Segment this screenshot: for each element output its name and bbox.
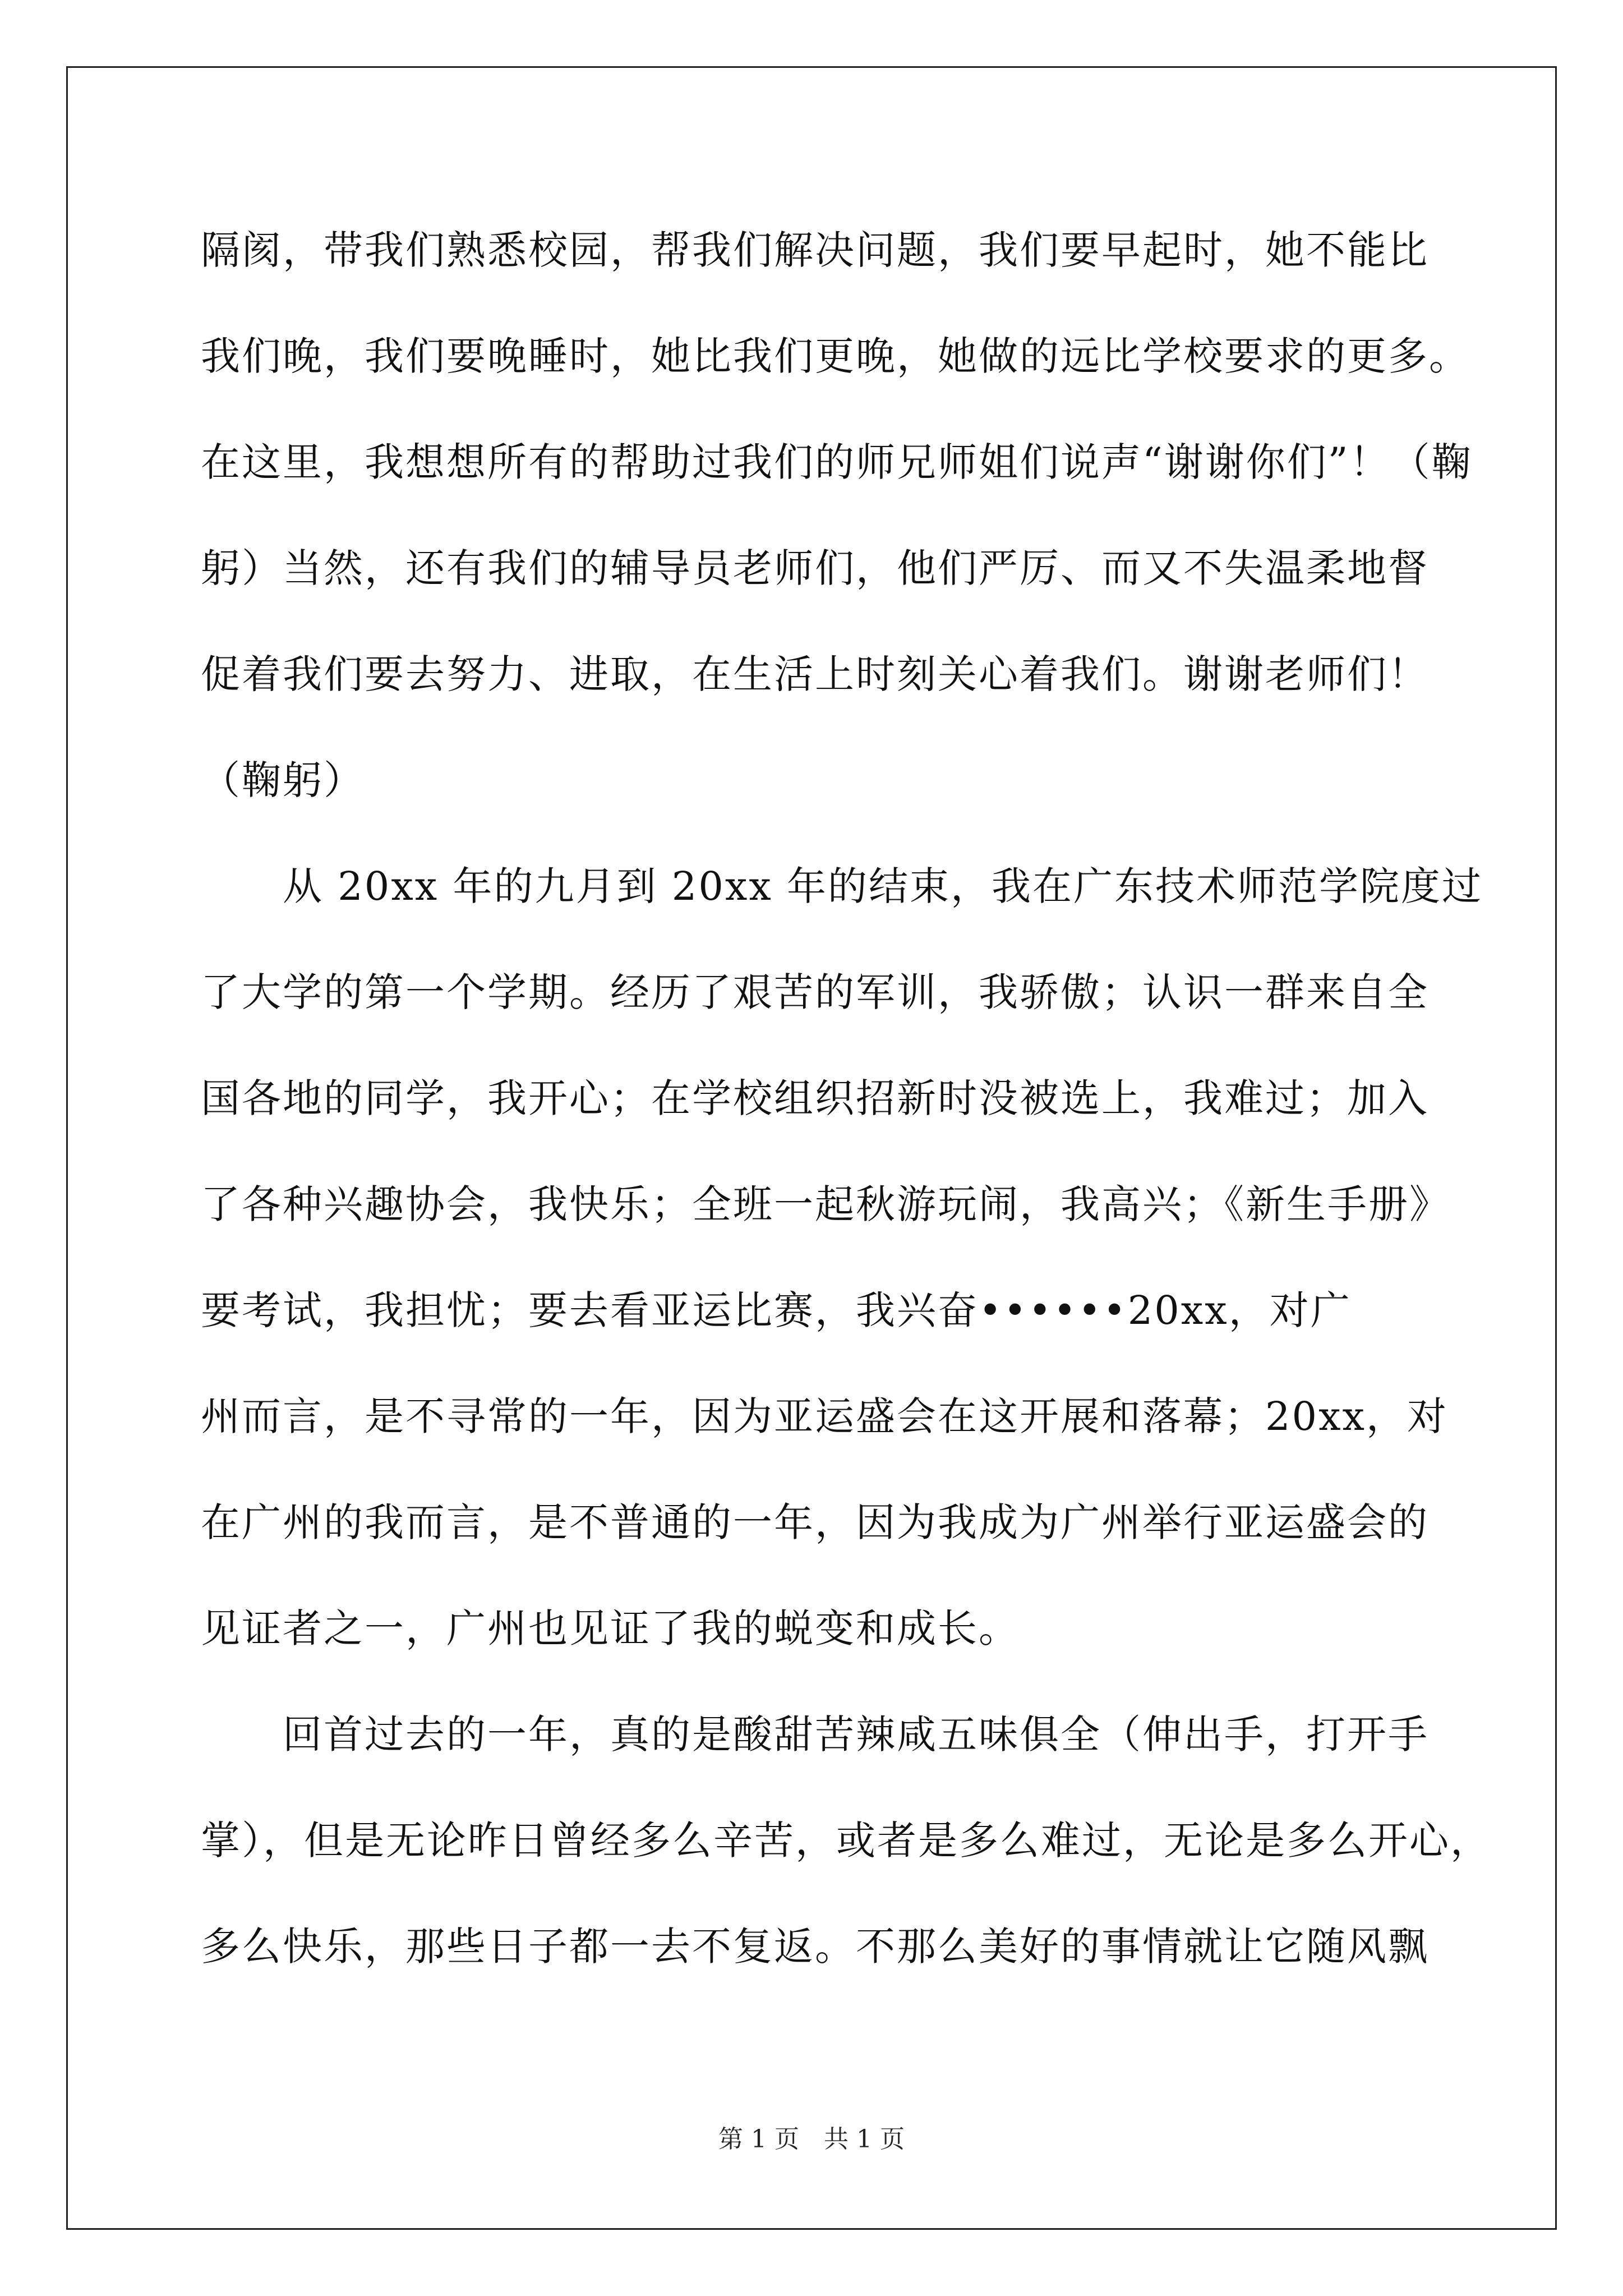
text-line-6: （鞠躬） <box>201 757 365 803</box>
text-line-12: 州而言，是不寻常的一年，因为亚运盛会在这开展和落幕；20xx，对 <box>201 1393 1449 1439</box>
text-line-16: 掌），但是无论昨日曾经多么辛苦，或者是多么难过，无论是多么开心， <box>201 1818 1491 1864</box>
page-border <box>66 66 1557 2230</box>
text-line-13: 在广州的我而言，是不普通的一年，因为我成为广州举行亚运盛会的 <box>201 1499 1429 1545</box>
text-line-3: 在这里，我想想所有的帮助过我们的师兄师姐们说声“谢谢你们”！（鞠 <box>201 439 1473 485</box>
text-line-5: 促着我们要去努力、进取，在生活上时刻关心着我们。谢谢老师们！ <box>201 651 1429 697</box>
text-line-4: 躬）当然，还有我们的辅导员老师们，他们严厉、而又不失温柔地督 <box>201 545 1429 591</box>
text-line-1: 隔阂，带我们熟悉校园，帮我们解决问题，我们要早起时，她不能比 <box>201 227 1429 273</box>
text-line-10: 了各种兴趣协会，我快乐；全班一起秋游玩闹，我高兴；《新生手册》 <box>201 1181 1450 1227</box>
text-line-8: 了大学的第一个学期。经历了艰苦的军训，我骄傲；认识一群来自全 <box>201 969 1429 1015</box>
text-line-7: 从 20xx 年的九月到 20xx 年的结束，我在广东技术师范学院度过 <box>201 863 1483 909</box>
text-line-17: 多么快乐，那些日子都一去不复返。不那么美好的事情就让它随风飘 <box>201 1924 1429 1970</box>
text-line-14: 见证者之一，广州也见证了我的蜕变和成长。 <box>201 1605 1020 1651</box>
text-line-2: 我们晚，我们要晚睡时，她比我们更晚，她做的远比学校要求的更多。 <box>201 333 1470 379</box>
page-number-footer: 第 1 页 共 1 页 <box>718 2125 905 2154</box>
text-line-9: 国各地的同学，我开心；在学校组织招新时没被选上，我难过；加入 <box>201 1075 1429 1121</box>
text-line-11: 要考试，我担忧；要去看亚运比赛，我兴奋••••••20xx，对广 <box>201 1287 1352 1333</box>
text-line-15: 回首过去的一年，真的是酸甜苦辣咸五味俱全（伸出手，打开手 <box>201 1711 1429 1757</box>
